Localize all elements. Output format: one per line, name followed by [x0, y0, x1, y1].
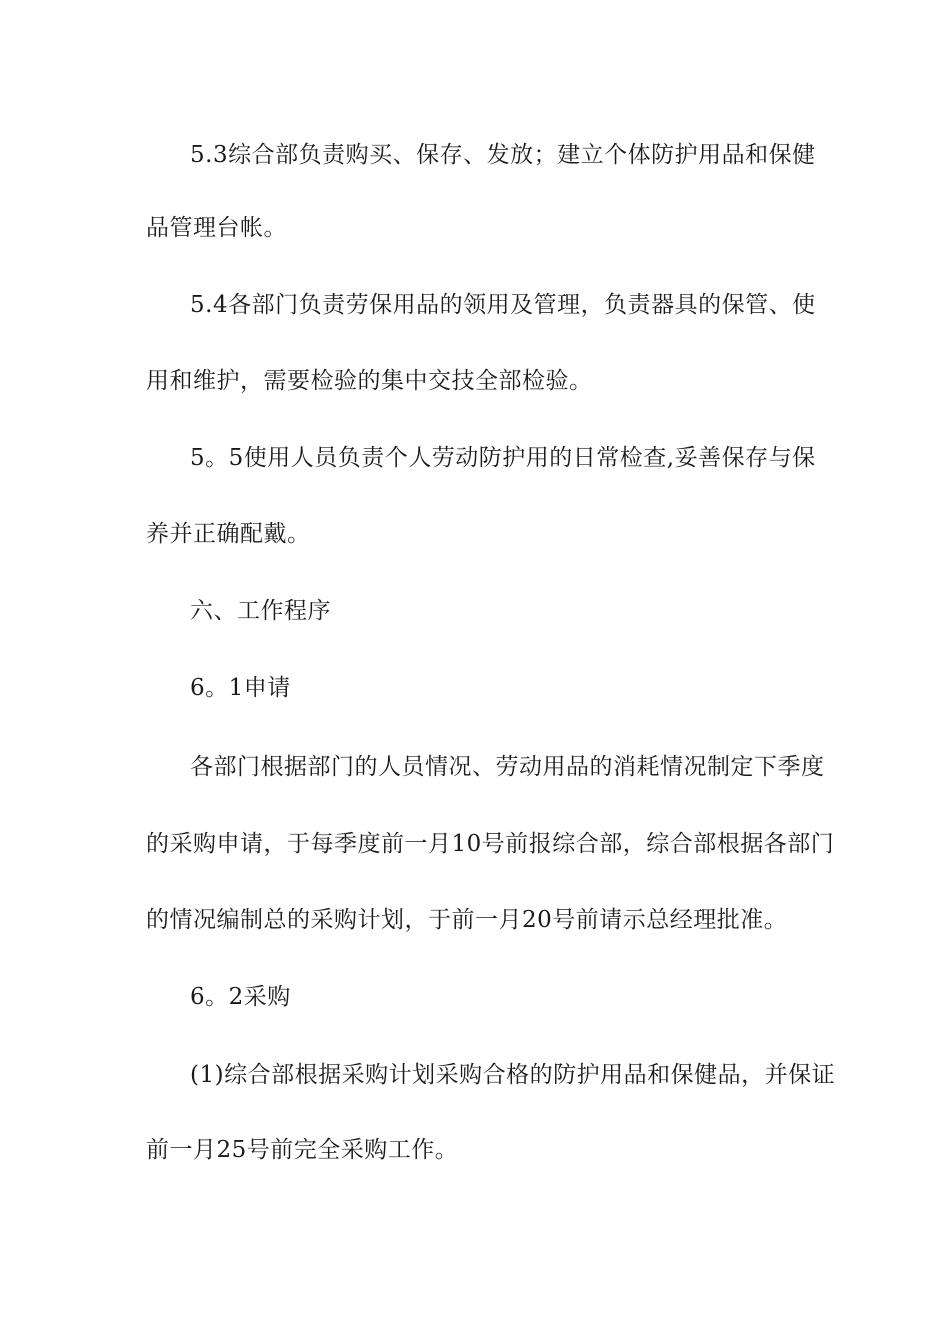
- paragraph-6-1-line-3: 的情况编制总的采购计划，于前一月20号前请示总经理批准。: [146, 907, 788, 933]
- paragraph-5-5-line-1: 5。5使用人员负责个人劳动防护用的日常检查,妥善保存与保: [190, 445, 816, 471]
- subheading-6-2: 6。2采购: [190, 984, 291, 1010]
- paragraph-5-3-line-1: 5.3综合部负责购买、保存、发放；建立个体防护用品和保健: [190, 142, 816, 168]
- paragraph-5-4-line-1: 5.4各部门负责劳保用品的领用及管理，负责器具的保管、使: [190, 292, 816, 318]
- paragraph-6-1-line-2: 的采购申请，于每季度前一月10号前报综合部，综合部根据各部门: [146, 831, 835, 857]
- subheading-6-1: 6。1申请: [190, 675, 291, 701]
- section-heading-6: 六、工作程序: [190, 598, 331, 624]
- paragraph-5-4-line-2: 用和维护，需要检验的集中交技全部检验。: [146, 368, 593, 394]
- paragraph-5-3-line-2: 品管理台帐。: [146, 215, 287, 241]
- paragraph-6-1-line-1: 各部门根据部门的人员情况、劳动用品的消耗情况制定下季度: [190, 754, 825, 780]
- paragraph-6-2-line-2: 前一月25号前完全采购工作。: [146, 1137, 459, 1163]
- paragraph-5-5-line-2: 养并正确配戴。: [146, 521, 311, 547]
- paragraph-6-2-line-1: (1)综合部根据采购计划采购合格的防护用品和保健品，并保证: [190, 1062, 836, 1088]
